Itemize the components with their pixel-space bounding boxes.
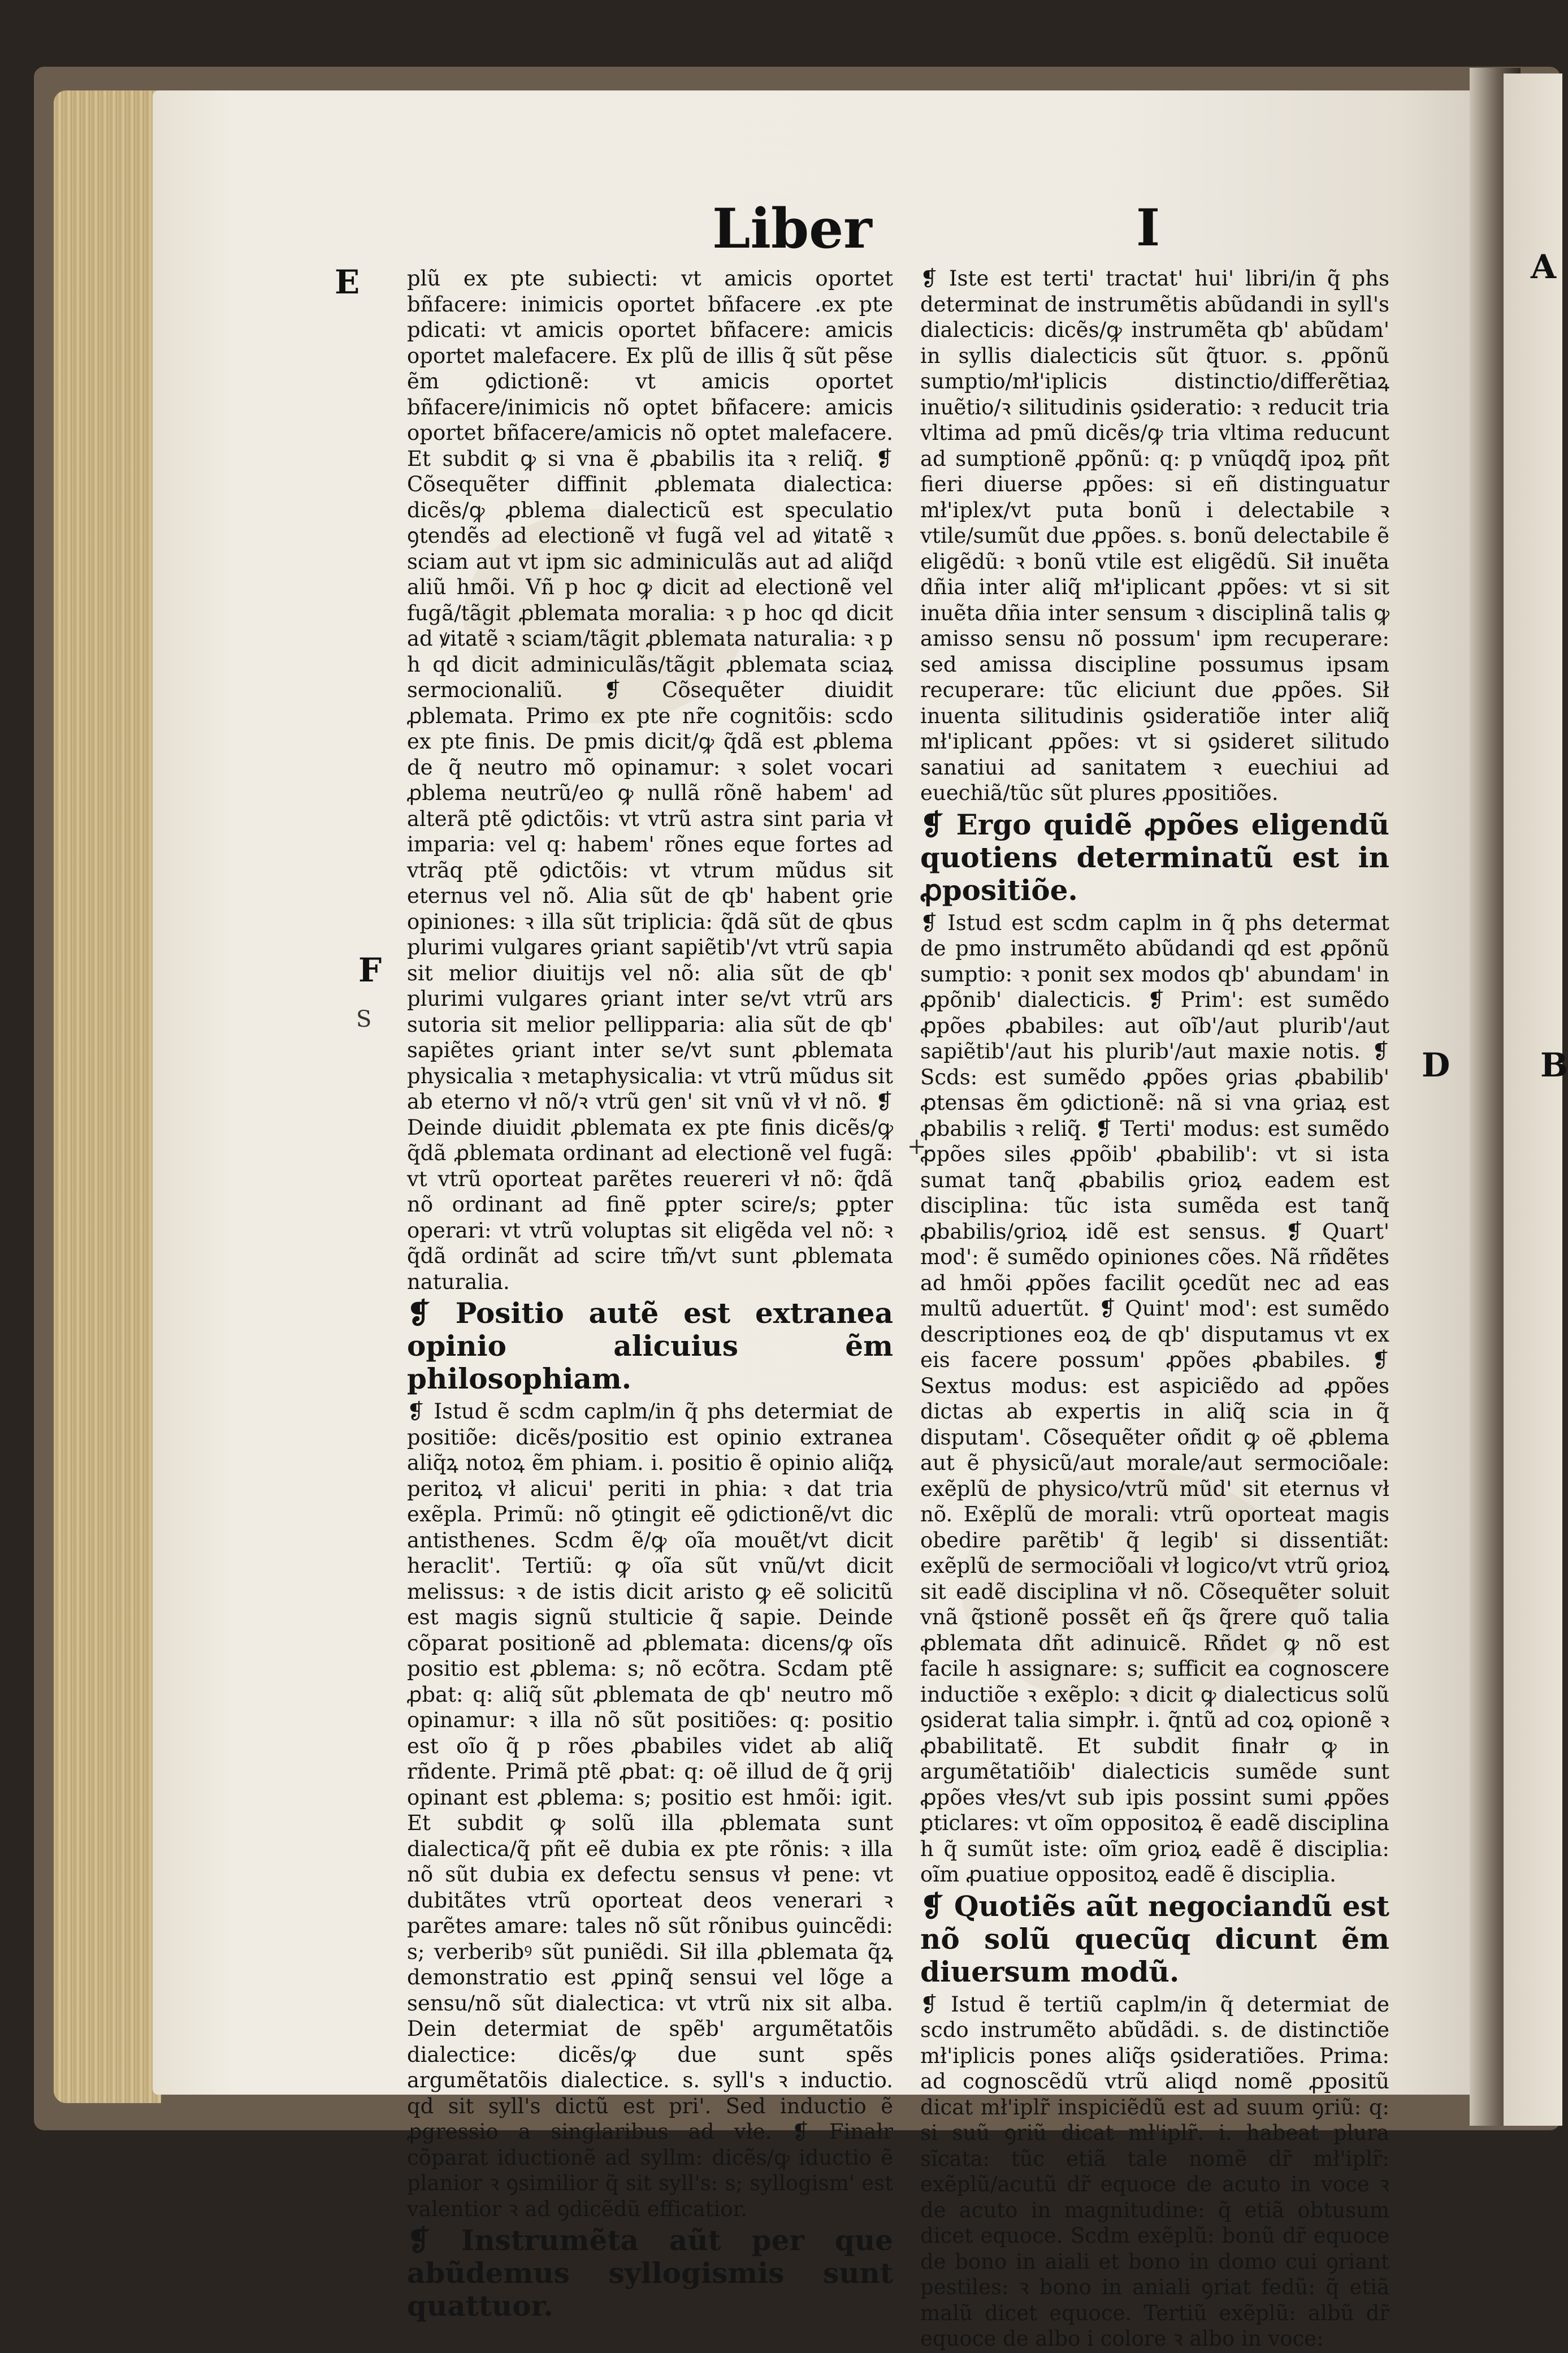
- margin-letter: A: [1531, 248, 1557, 286]
- running-header-folio: I: [1136, 198, 1160, 258]
- margin-letter: E: [335, 263, 360, 301]
- commentary-paragraph: ❡ Istud ẽ tertiũ caplm/in q̃ determiat de scdo instrumẽto abũdãdi. s. de distinctiõe mł'iplicis pones aliq̃s ꝯsideratiões. Prima: ad cognoscẽdũ vtrũ aliqd nomẽ ꝓpositũ dicat mł'iplr̃ inspiciẽdũ est ad suum ꝯriũ: q: si suũ ꝯriũ dicat mł'iplr̃. i. habeat plura sĩcata: tũc etiã tale nomẽ dr̃ mł'iplr̃: exẽplũ/acutũ dr̃ equoce de acuto in voce ꝛ de acuto in magnitudine: q̃ etiã obtusum dicet equoce. Scdm exẽplũ: bonũ dr̃ equoce de bono in aiali et bono in domo cui ꝯriant pestiles: ꝛ bono in aniali ꝯriat fedũ: q̃ etiã malũ dicet equoce. Tertiũ exẽplũ: albũ dr̃ equoce de albo i colore ꝛ albo in voce:: [920, 1992, 1389, 2351]
- lemma-heading: ❡ Instrumẽta aũt per que abũdemus syllogismis sunt quattuor.: [407, 2224, 893, 2322]
- lemma-heading: ❡ Ergo quidẽ ꝓpões eligendũ quotiens determinatũ est in ꝓpositiõe.: [920, 807, 1389, 907]
- margin-letter: S: [356, 1006, 372, 1032]
- commentary-paragraph: ❡ Istud est scdm caplm in q̃ phs determat de pmo instrumẽto abũdandi qd est ꝓpõnũ sumptio: ꝛ ponit sex modos qb' abundam' in ꝓpõnib' dialecticis. ❡ Prim': est sumẽdo ꝓpões ꝓbabiles: aut oĩb'/aut plurib'/aut sapiẽtib'/aut his plurib'/aut maxie notis. ❡ Scds: est sumẽdo ꝓpões ꝯrias ꝓbabilib' ꝓtensas ẽm ꝯdictionẽ: nã si vna ꝯriaꝝ est ꝓbabilis ꝛ reliq̃. ❡ Terti' modus: est sumẽdo ꝓpões siles ꝓpõib' ꝓbabilib': vt si ista sumat tanq̃ ꝓbabilis ꝯrioꝝ eadem est disciplina: tũc ista sumẽda est tanq̃ ꝓbabilis/ꝯrioꝝ idẽ est sensus. ❡ Quart' mod': ẽ sumẽdo opiniones cões. Nã rñdẽtes ad hmõi ꝓpões facilit ꝯcedũt nec ad eas multũ aduertũt. ❡ Quint' mod': est sumẽdo descriptiones eoꝝ de qb' disputamus vt ex eis facere possum' ꝓpões ꝓbabiles. ❡ Sextus modus: est aspiciẽdo ad ꝓpões dictas ab expertis in aliq̃ scia in q̃ disputam'. Cõsequẽter oñdit ꝙ oẽ ꝓblema aut ẽ physicũ/aut morale/aut sermociõale: exẽplũ de physico/vtrũ mũd' sit eternus vł nõ. Exẽplũ de morali: vtrũ oporteat magis obedire parẽtib' q̃ legib' si dissentiãt: exẽplũ de sermociõali vł logico/vt vtrũ ꝯrioꝝ sit eadẽ disciplina vł nõ. Cõsequẽter soluit vnã q̃stionẽ possẽt eñ q̃s q̃rere quõ talia ꝓblemata dñt adinuicẽ. Rñdet ꝙ nõ est facile h assignare: s; sufficit ea cognoscere inductiõe ꝛ exẽplo: ꝛ dicit ꝙ dialecticus solũ ꝯsiderat talia simpłr. i. q̃ntũ ad coꝝ opionẽ ꝛ ꝓbabilitatẽ. Et subdit finałr ꝙ in argumẽtatiõib' dialecticis sumẽde sunt ꝓpões vłes/vt sub ipis possint sumi ꝓpões ꝑticlares: vt oĩm oppositoꝝ ẽ eadẽ disciplina h q̃ sumũt iste: oĩm ꝯrioꝝ eadẽ ẽ disciplia: oĩm ꝓuatiue oppositoꝝ eadẽ ẽ disciplia.: [920, 910, 1389, 1887]
- margin-cross-mark: +: [907, 1134, 926, 1160]
- text-column-left: [407, 266, 893, 2326]
- facing-page-edge: [1504, 73, 1562, 2126]
- commentary-paragraph: plũ ex pte subiecti: vt amicis oportet bñfacere: inimicis oportet bñfacere .ex pte pdicati: vt amicis oportet bñfacere: amicis oportet malefacere. Ex plũ de illis q̃ sũt pẽse ẽm ꝯdictionẽ: vt amicis oportet bñfacere/inimicis nõ optet bñfacere: amicis oportet bñfacere/amicis nõ optet malefacere. Et subdit ꝙ si vna ẽ ꝓbabilis ita ꝛ reliq̃. ❡ Cõsequẽter diffinit ꝓblemata dialectica: dicẽs/ꝙ ꝓblema dialecticũ est speculatio ꝯtendẽs ad electionẽ vł fugã vel ad ꝟitatẽ ꝛ sciam aut vt ipm sic adminiculãs aut ad aliq̃d aliũ hmõi. Vñ p hoc ꝙ dicit ad electionẽ vel fugã/tãgit ꝓblemata moralia: ꝛ p hoc qd dicit ad ꝟitatẽ ꝛ sciam/tãgit ꝓblemata naturalia: ꝛ p h qd dicit adminiculãs/tãgit ꝓblemata sciaꝝ sermocionaliũ. ❡ Cõsequẽter diuidit ꝓblemata. Primo ex pte nr̃e cognitõis: scdo ex pte finis. De pmis dicit/ꝙ q̃dã est ꝓblema de q̃ neutro mõ opinamur: ꝛ solet vocari ꝓblema neutrũ/eo ꝙ nullã rõnẽ habem' ad alterã ptẽ ꝯdictõis: vt vtrũ astra sint paria vł imparia: vel q: habem' rõnes eque fortes ad vtrãq ptẽ ꝯdictõis: vt vtrum mũdus sit eternus vel nõ. Alia sũt de qb' habent ꝯrie opiniones: ꝛ illa sũt triplicia: q̃dã sũt de qbus plurimi vulgares ꝯriant sapiẽtib'/vt vtrũ sapia sit melior diuitijs vel nõ: alia sũt de qb' plurimi vulgares ꝯriant inter se/vt vtrũ ars sutoria sit melior pellipparia: alia sũt de qb' sapiẽtes ꝯriant inter se/vt sunt ꝓblemata physicalia ꝛ metaphysicalia: vt vtrũ mũdus sit ab eterno vł nõ/ꝛ vtrũ gen' sit vnũ vł vł nõ. ❡ Deinde diuidit ꝓblemata ex pte finis dicẽs/ꝙ q̃dã ꝓblemata ordinant ad electionẽ vel fugã: vt vtrũ oporteat parẽtes reuereri vł nõ: q̃dã nõ ordinant ad finẽ ꝑpter scire/s; ꝑpter operari: vt vtrũ voluptas sit eligẽda vel nõ: ꝛ q̃dã ordinãt ad scire tm̃/vt sunt ꝓblemata naturalia.: [407, 266, 893, 1294]
- commentary-paragraph: ❡ Istud ẽ scdm caplm/in q̃ phs determiat de positiõe: dicẽs/positio est opinio extranea aliq̃ꝝ notoꝝ ẽm phiam. i. positio ẽ opinio aliq̃ꝝ peritoꝝ vł alicui' periti in phia: ꝛ dat tria exẽpla. Primũ: nõ ꝯtingit eẽ ꝯdictionẽ/vt dic antisthenes. Scdm ẽ/ꝙ oĩa mouẽt/vt dicit heraclit'. Tertiũ: ꝙ oĩa sũt vnũ/vt dicit melissus: ꝛ de istis dicit aristo ꝙ eẽ solicitũ est magis signũ stulticie q̃ sapie. Deinde cõparat positionẽ ad ꝓblemata: dicens/ꝙ oĩs positio est ꝓblema: s; nõ ecõtra. Scdam ptẽ ꝓbat: q: aliq̃ sũt ꝓblemata de qb' neutro mõ opinamur: ꝛ illa nõ sũt positiões: q: positio est oĩo q̃ p rões ꝓbabiles videt ab aliq̃ rñdente. Primã ptẽ ꝓbat: q: oẽ illud de q̃ ꝯrij opinant est ꝓblema: s; positio est hmõi: igit. Et subdit ꝙ solũ illa ꝓblemata sunt dialectica/q̃ pñt eẽ dubia ex pte rõnis: ꝛ illa nõ sũt dubia ex defectu sensus vł pene: vt dubitãtes vtrũ oporteat deos venerari ꝛ parẽtes amare: tales nõ sũt rõnibus ꝯuincẽdi: s; verberibꝰ sũt puniẽdi. Sił illa ꝓblemata q̃ꝝ demonstratio est ꝓpinq̃ sensui vel lõge a sensu/nõ sũt dialectica: vt vtrũ nix sit alba. Dein determiat de spẽb' argumẽtatõis dialectice: dicẽs/ꝙ due sunt spẽs argumẽtatõis dialectice. s. syll's ꝛ inductio. qd sit syll's dictũ est pri'. Sed inductio ẽ ꝓgressio a singlaribus ad vłe. ❡ Finałr cõparat iductionẽ ad syllm: dicẽs/ꝙ iductio ẽ planior ꝛ ꝯsimilior q̃ sit syll's: s; syllogism' est valentior ꝛ ad ꝯdicẽdũ efficatior.: [407, 1399, 893, 2221]
- lemma-heading: ❡ Quotiẽs aũt negociandũ est nõ solũ quecũq dicunt ẽm diuersum modũ.: [920, 1889, 1389, 1988]
- page-edges: [54, 90, 161, 2103]
- margin-letter: D: [1422, 1046, 1450, 1084]
- text-column-right: [920, 266, 1389, 2353]
- commentary-paragraph: ❡ Iste est terti' tractat' hui' libri/in q̃ phs determinat de instrumẽtis abũdandi in syll's dialecticis: dicẽs/ꝙ instrumẽta qb' abũdam' in syllis dialecticis sũt q̃tuor. s. ꝓpõnũ sumptio/mł'iplicis distinctio/differẽtiaꝝ inuẽtio/ꝛ silitudinis ꝯsideratio: ꝛ reducit tria vltima ad pmũ dicẽs/ꝙ tria vltima reducunt ad sumptionẽ ꝓpõnũ: q: p vnũqdq̃ ipoꝝ pñt fieri diuerse ꝓpões: si eñ distinguatur mł'iplex/vt puta bonũ i delectabile ꝛ vtile/sumũt due ꝓpões. s. bonũ delectabile ẽ eligẽdũ: ꝛ bonũ vtile est eligẽdũ. Sił inuẽta dñia inter aliq̃ mł'iplicant ꝓpões: vt si sit inuẽta dñia inter sensum ꝛ disciplinã talis ꝙ amisso sensu nõ possum' ipm recuperare: sed amissa discipline possumus ipsam recuperare: tũc eliciunt due ꝓpões. Sił inuenta silitudinis ꝯsideratiõe inter aliq̃ mł'iplicant ꝓpões: vt si ꝯsideret silitudo sanatiui ad sanitatem ꝛ euechiui ad euechiã/tũc sũt plures ꝓpositiões.: [920, 266, 1389, 805]
- margin-letter: F: [358, 951, 382, 989]
- margin-letter: B: [1540, 1046, 1568, 1084]
- lemma-heading: ❡ Positio autẽ est extranea opinio alicuius ẽm philosophiam.: [407, 1296, 893, 1395]
- running-header-title: Liber: [712, 197, 872, 261]
